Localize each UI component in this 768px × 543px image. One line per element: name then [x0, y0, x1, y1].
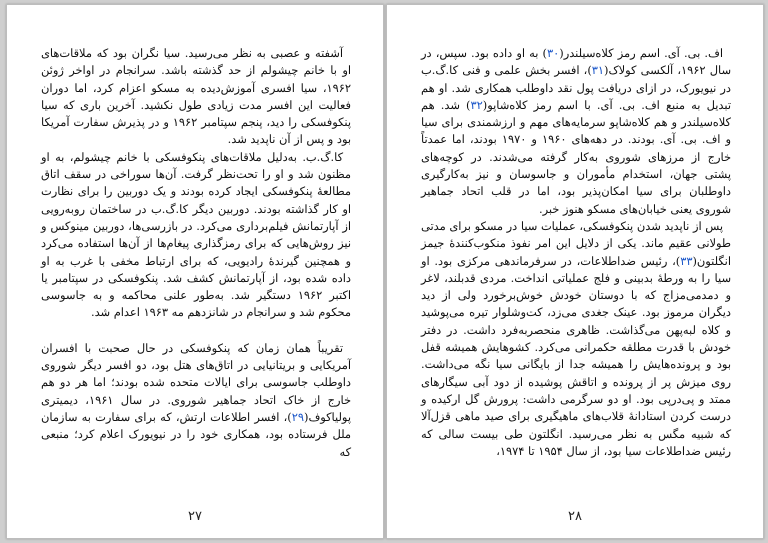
text: آشفته و عصبی به نظر می‌رسید. سیا نگران بود که ملاقات‌های او با خانم چیشولم از حد گذشته باشد. سرانجام در اواخر ژوئن ۱۹۶۲، سیا افسری آموزش‌دیده به مسکو اعزام کرد، اما دوران فعالیت این افسر مدت زیادی طول نکشید. آخرین باری که سیا پنکوفسکی را دید، پنجم سپتامبر ۱۹۶۲ و در پذیرش سفارت آمریکا بود و پس از آن ناپدید شد. [41, 46, 351, 147]
text: )، افسر بخش علمی و فنی کا.گ.ب در نیویورک، در ازای دریافت پول نقد داوطلب همکاری شد. او هم تبدیل به منبع اف. بی. آی. با اسم رمز کلاه‌شاپو( [421, 63, 731, 112]
page-body [41, 45, 351, 461]
page-number: ۲۸ [568, 509, 582, 524]
text: تقریباً همان زمان که پنکوفسکی در حال صحبت با افسران آمریکایی و بریتانیایی در اتاق‌های هتل بود، دو افسر دیگر شوروی داوطلب جاسوسی برای ایالات متحده شده بودند؛ اما هر دو هم خارج از خاک اتحاد جماهیر شوروی. در سال ۱۹۶۱، دیمیتری پولیاکوف( [41, 340, 351, 424]
book-page-right [386, 4, 764, 539]
text: )، افسر اطلاعات ارتش، که برای سفارت به سازمان ملل فرستاده بود، همکاری خود را در نیویورک اعلام کرد؛ منبعی که [41, 409, 351, 459]
footnote-reference[interactable]: ۳۰ [547, 46, 560, 60]
footnote-reference[interactable]: ۳۱ [591, 63, 605, 78]
footnote-reference[interactable]: ۳۳ [680, 253, 693, 268]
footnote-reference[interactable]: ۳۲ [470, 97, 483, 112]
paragraph [421, 45, 731, 218]
paragraph [41, 149, 351, 322]
text: ) شد. هم کلاه‌سیلندر و هم کلاه‌شاپو سرمایه‌های مهم و ارزشمندی برای سیا و اف. بی. آی. بودند. در دهه‌های ۱۹۶۰ و ۱۹۷۰ بودند، اما عمدتاً خارج از مرزهای شوروی به‌کار گرفته می‌شدند. در کوچه‌های پشتی جهان، استخدام مأموران و جاسوسان و نیز به‌کارگیری داوطلبان برای سیا امکان‌پذیر بود، اما در قلب اتحاد جماهیر شوروی یعنی خیابان‌های مسکو هنوز خبر. [421, 97, 731, 216]
text: کا.گ.ب. به‌دلیل ملاقات‌های پنکوفسکی با خانم چیشولم، به او مظنون شد و او را تحت‌نظر گرفت. آن‌ها سوراخی در سقف اتاق مطالعهٔ پنکوفسکی ایجاد کرده بودند و یک دوربین را برای نظارت او کار گذاشته بودند. دوربین دیگر کا.گ.ب در ساختمان روبه‌رویی از آپارتمانش فیلم‌برداری می‌کرد. در بازرسی‌ها، دوربین مینوکس و نیز روش‌هایی که برای رمزگذاری پیغام‌ها از آن‌ها استفاده می‌کرد و همچنین گیرندهٔ رادیویی، که برای ارتباط مخفی با غرب به او داده شده بود، از آپارتمانش کشف شد. پنکوفسکی در سپتامبر یا اکتبر ۱۹۶۲ دستگیر شد. به‌طور علنی محاکمه و به جاسوسی محکوم شد و سرانجام در شانزدهم مه ۱۹۶۳ اعدام شد. [41, 149, 351, 320]
text: اف. بی. آی. اسم رمز کلاه‌سیلندر( [559, 46, 723, 60]
book-page-left [6, 4, 384, 539]
paragraph [421, 218, 731, 460]
paragraph [41, 340, 351, 461]
text: ) به او داده بود. سپس، در سال ۱۹۶۲، آلکسی کولاک( [421, 46, 731, 78]
page-number: ۲۷ [188, 509, 202, 524]
text: )، رئیس ضداطلاعات، در سرفرماندهی مرکزی بود. او سیا را به ورطهٔ بدبینی و فلج عملیاتی انداخت. مردی قدبلند، لاغر و دمدمی‌مزاج که با دوستان خودش خوش‌برخورد ولی از دید دیگران مرموز بود. عینک جغدی می‌زد، کت‌وشلوار تیره می‌پوشید و کلاه لبه‌پهن می‌گذاشت. ظاهری منحصربه‌فرد داشت. در دفتر خودش با قدرت مطلقه حکمرانی می‌کرد. کشوهایش همیشه قفل بود و پرونده‌هایش را همیشه جدا از بایگانی سیا نگه می‌داشت. روی میزش پر از پرونده و اتاقش پوشیده از دود آبی سیگارهای ممتد و پی‌درپی بود. او دو سرگرمی داشت: پرورش گل ارکیده و درست کردن استادانهٔ قلاب‌های ماهیگیری برای صید ماهی قزل‌آلا که شبیه مگس به نظر می‌رسید. انگلتون طی بیست سالی که رئیس ضداطلاعات سیا بود، از سال ۱۹۵۴ تا ۱۹۷۴، [421, 253, 731, 458]
footnote-reference[interactable]: ۲۹ [291, 409, 304, 424]
paragraph [41, 45, 351, 149]
page-body [421, 45, 731, 460]
text: پس از ناپدید شدن پنکوفسکی، عملیات سیا در مسکو برای مدتی طولانی عقیم ماند. یکی از دلایل این امر نفوذ منکوب‌کنندهٔ جیمز انگلتون( [421, 218, 731, 268]
